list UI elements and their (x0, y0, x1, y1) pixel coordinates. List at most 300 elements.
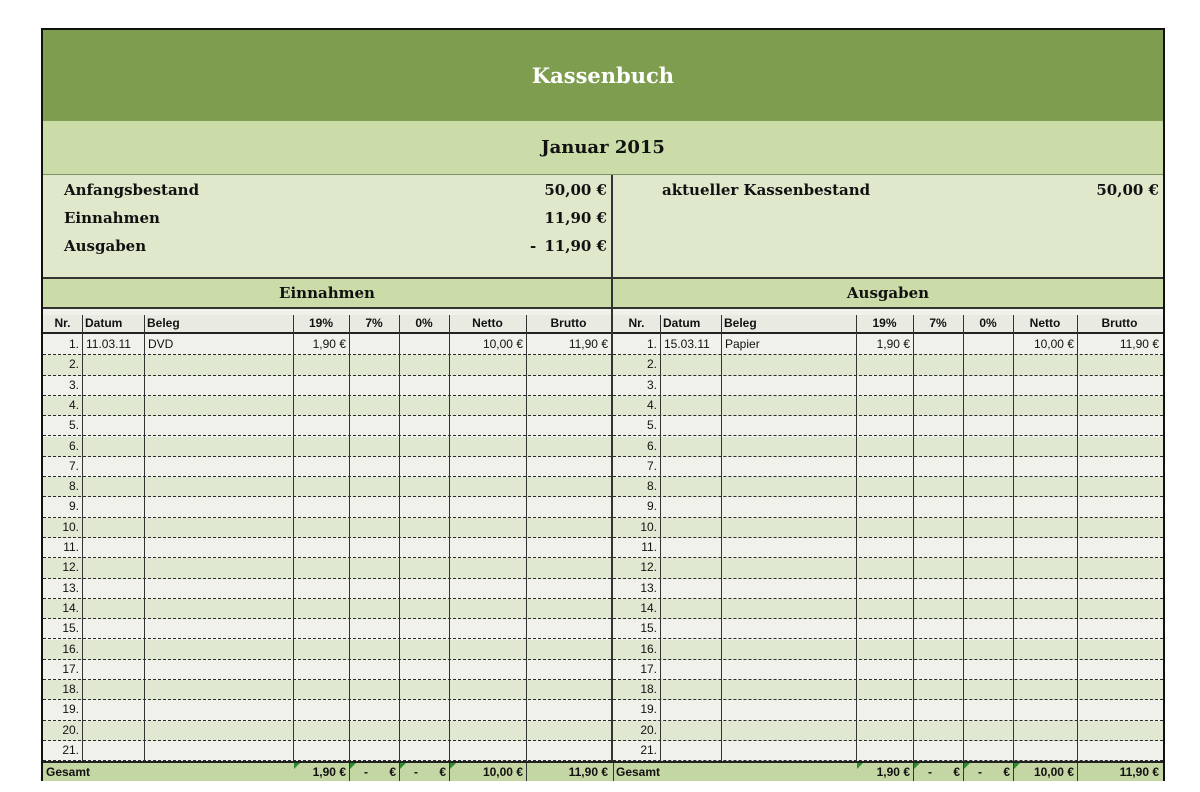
ausgaben-cell-mwst7[interactable] (913, 700, 963, 719)
ausgaben-cell-netto[interactable] (1013, 700, 1077, 719)
einnahmen-cell-datum[interactable] (82, 741, 144, 760)
ausgaben-cell-datum[interactable] (660, 579, 721, 598)
ausgaben-cell-nr[interactable]: 21. (640, 743, 657, 757)
einnahmen-cell-netto[interactable] (449, 579, 526, 598)
einnahmen-cell-beleg[interactable] (144, 619, 293, 638)
ausgaben-cell-mwst7[interactable] (913, 396, 963, 415)
einnahmen-cell-nr[interactable]: 9. (68, 499, 79, 514)
ausgaben-table-row[interactable] (613, 518, 1163, 538)
einnahmen-cell-mwst19[interactable] (293, 558, 349, 577)
ausgaben-cell-beleg[interactable] (721, 355, 856, 374)
einnahmen-cell-mwst19[interactable] (293, 640, 349, 659)
einnahmen-cell-mwst0[interactable] (399, 376, 449, 395)
ausgaben-table-row[interactable] (613, 599, 1163, 619)
ausgaben-cell-nr[interactable]: 9. (646, 499, 657, 514)
einnahmen-cell-beleg[interactable] (144, 396, 293, 415)
ausgaben-cell-nr[interactable]: 19. (640, 702, 657, 717)
ausgaben-cell-datum[interactable] (660, 396, 721, 415)
einnahmen-cell-netto[interactable] (449, 660, 526, 679)
ausgaben-cell-mwst7[interactable] (913, 538, 963, 557)
ausgaben-cell-mwst19[interactable] (856, 579, 913, 598)
ausgaben-cell-mwst19[interactable] (856, 700, 913, 719)
ausgaben-cell-mwst7[interactable] (913, 416, 963, 435)
ausgaben-cell-mwst0[interactable] (963, 640, 1013, 659)
ausgaben-cell-beleg[interactable] (721, 558, 856, 577)
ausgaben-table-row[interactable] (613, 619, 1163, 639)
ausgaben-cell-nr[interactable]: 8. (646, 479, 657, 494)
ausgaben-cell-mwst0[interactable] (963, 700, 1013, 719)
ausgaben-cell-nr[interactable]: 1. (646, 337, 657, 351)
ausgaben-cell-brutto[interactable] (1077, 741, 1162, 760)
einnahmen-cell-mwst0[interactable] (399, 477, 449, 496)
ausgaben-cell-nr[interactable]: 20. (640, 722, 657, 737)
ausgaben-table-row[interactable] (613, 416, 1163, 436)
einnahmen-cell-mwst7[interactable] (349, 721, 399, 740)
einnahmen-cell-netto[interactable] (449, 416, 526, 435)
ausgaben-table-row[interactable] (613, 497, 1163, 517)
einnahmen-cell-nr[interactable]: 7. (68, 458, 79, 473)
einnahmen-cell-beleg[interactable] (144, 640, 293, 659)
einnahmen-cell-nr[interactable]: 3. (68, 377, 79, 392)
einnahmen-cell-datum[interactable] (82, 660, 144, 679)
einnahmen-cell-datum[interactable] (82, 558, 144, 577)
einnahmen-cell-mwst7[interactable] (349, 518, 399, 537)
ausgaben-cell-nr[interactable]: 13. (640, 580, 657, 595)
ausgaben-cell-mwst7[interactable] (913, 497, 963, 516)
ausgaben-cell-beleg[interactable] (721, 416, 856, 435)
ausgaben-cell-beleg[interactable] (721, 477, 856, 496)
ausgaben-cell-mwst0[interactable] (963, 721, 1013, 740)
ausgaben-cell-mwst19[interactable] (856, 497, 913, 516)
einnahmen-cell-netto[interactable] (449, 355, 526, 374)
ausgaben-cell-mwst0[interactable] (963, 457, 1013, 476)
ausgaben-cell-datum[interactable] (660, 538, 721, 557)
ausgaben-cell-brutto[interactable] (1077, 538, 1162, 557)
einnahmen-cell-beleg[interactable] (144, 558, 293, 577)
ausgaben-table-row[interactable] (613, 457, 1163, 477)
einnahmen-cell-brutto[interactable] (526, 497, 611, 516)
ausgaben-cell-netto[interactable] (1013, 579, 1077, 598)
einnahmen-cell-mwst7[interactable] (349, 416, 399, 435)
ausgaben-cell-netto[interactable] (1013, 416, 1077, 435)
ausgaben-cell-mwst7[interactable] (913, 437, 963, 456)
ausgaben-cell-brutto[interactable] (1077, 619, 1162, 638)
ausgaben-table-row[interactable] (613, 437, 1163, 457)
einnahmen-cell-mwst19[interactable] (293, 619, 349, 638)
einnahmen-cell-beleg[interactable] (144, 477, 293, 496)
einnahmen-cell-mwst0[interactable] (399, 355, 449, 374)
einnahmen-cell-mwst0[interactable] (399, 599, 449, 618)
ausgaben-cell-mwst0[interactable] (963, 558, 1013, 577)
einnahmen-cell-datum[interactable] (82, 376, 144, 395)
ausgaben-table-row[interactable] (613, 640, 1163, 660)
einnahmen-cell-netto[interactable] (449, 721, 526, 740)
ausgaben-cell-beleg[interactable] (721, 680, 856, 699)
einnahmen-cell-mwst0[interactable] (399, 680, 449, 699)
ausgaben-cell-datum[interactable] (660, 518, 721, 537)
ausgaben-cell-nr[interactable]: 6. (646, 438, 657, 453)
ausgaben-cell-beleg[interactable] (721, 497, 856, 516)
ausgaben-table-row[interactable] (613, 579, 1163, 599)
ausgaben-table-row[interactable] (613, 558, 1163, 578)
ausgaben-cell-mwst0[interactable] (963, 437, 1013, 456)
einnahmen-cell-mwst0[interactable] (399, 660, 449, 679)
einnahmen-cell-mwst19[interactable] (293, 518, 349, 537)
ausgaben-cell-mwst19[interactable] (856, 680, 913, 699)
einnahmen-cell-brutto[interactable] (526, 437, 611, 456)
ausgaben-cell-mwst19[interactable]: 1,90 € (876, 337, 910, 351)
ausgaben-cell-brutto[interactable] (1077, 640, 1162, 659)
einnahmen-cell-beleg[interactable] (144, 700, 293, 719)
ausgaben-cell-netto[interactable] (1013, 599, 1077, 618)
ausgaben-cell-mwst7[interactable] (913, 355, 963, 374)
einnahmen-cell-nr[interactable]: 5. (68, 418, 79, 433)
ausgaben-cell-datum[interactable] (660, 558, 721, 577)
einnahmen-cell-brutto[interactable] (526, 558, 611, 577)
ausgaben-cell-datum[interactable]: 15.03.11 (664, 337, 710, 351)
ausgaben-cell-brutto[interactable] (1077, 518, 1162, 537)
ausgaben-cell-nr[interactable]: 3. (646, 377, 657, 392)
ausgaben-cell-netto[interactable] (1013, 497, 1077, 516)
einnahmen-cell-datum[interactable] (82, 416, 144, 435)
ausgaben-cell-beleg[interactable] (721, 579, 856, 598)
einnahmen-cell-mwst7[interactable] (349, 579, 399, 598)
ausgaben-cell-brutto[interactable] (1077, 579, 1162, 598)
einnahmen-cell-netto[interactable] (449, 437, 526, 456)
einnahmen-cell-netto[interactable] (449, 477, 526, 496)
einnahmen-cell-netto[interactable]: 10,00 € (482, 337, 523, 351)
ausgaben-cell-nr[interactable]: 4. (646, 397, 657, 412)
ausgaben-table-row[interactable] (613, 660, 1163, 680)
einnahmen-cell-beleg[interactable] (144, 437, 293, 456)
ausgaben-cell-mwst19[interactable] (856, 477, 913, 496)
ausgaben-cell-netto[interactable] (1013, 619, 1077, 638)
ausgaben-cell-mwst7[interactable] (913, 599, 963, 618)
ausgaben-cell-mwst19[interactable] (856, 518, 913, 537)
einnahmen-cell-brutto[interactable] (526, 518, 611, 537)
einnahmen-cell-mwst0[interactable] (399, 416, 449, 435)
ausgaben-cell-nr[interactable]: 17. (640, 661, 657, 676)
einnahmen-cell-mwst7[interactable] (349, 396, 399, 415)
ausgaben-cell-netto[interactable] (1013, 721, 1077, 740)
einnahmen-cell-mwst7[interactable] (349, 680, 399, 699)
einnahmen-cell-mwst19[interactable] (293, 538, 349, 557)
ausgaben-cell-beleg[interactable] (721, 538, 856, 557)
einnahmen-cell-beleg[interactable] (144, 538, 293, 557)
ausgaben-cell-beleg[interactable] (721, 457, 856, 476)
ausgaben-cell-mwst7[interactable] (913, 660, 963, 679)
ausgaben-table-row[interactable] (613, 741, 1163, 761)
ausgaben-cell-mwst7[interactable] (913, 721, 963, 740)
ausgaben-cell-mwst19[interactable] (856, 396, 913, 415)
einnahmen-cell-netto[interactable] (449, 538, 526, 557)
ausgaben-cell-nr[interactable]: 18. (640, 682, 657, 697)
ausgaben-cell-nr[interactable]: 7. (646, 458, 657, 473)
einnahmen-cell-mwst7[interactable] (349, 538, 399, 557)
ausgaben-cell-beleg[interactable] (721, 640, 856, 659)
einnahmen-cell-datum[interactable] (82, 497, 144, 516)
einnahmen-cell-mwst0[interactable] (399, 518, 449, 537)
ausgaben-cell-datum[interactable] (660, 721, 721, 740)
einnahmen-cell-beleg[interactable] (144, 497, 293, 516)
einnahmen-cell-mwst19[interactable] (293, 721, 349, 740)
einnahmen-cell-mwst7[interactable] (349, 741, 399, 760)
einnahmen-cell-datum[interactable] (82, 518, 144, 537)
ausgaben-cell-mwst19[interactable] (856, 619, 913, 638)
einnahmen-cell-mwst0[interactable] (399, 437, 449, 456)
ausgaben-cell-brutto[interactable] (1077, 599, 1162, 618)
ausgaben-cell-beleg[interactable]: Papier (725, 337, 760, 351)
ausgaben-cell-netto[interactable] (1013, 518, 1077, 537)
einnahmen-cell-mwst0[interactable] (399, 497, 449, 516)
ausgaben-table-row[interactable] (613, 700, 1163, 720)
einnahmen-cell-beleg[interactable]: DVD (148, 337, 174, 351)
ausgaben-cell-netto[interactable] (1013, 457, 1077, 476)
einnahmen-cell-nr[interactable]: 11. (63, 540, 79, 554)
ausgaben-cell-datum[interactable] (660, 619, 721, 638)
ausgaben-cell-netto[interactable] (1013, 376, 1077, 395)
ausgaben-cell-brutto[interactable] (1077, 721, 1162, 740)
ausgaben-cell-brutto[interactable] (1077, 700, 1162, 719)
ausgaben-cell-datum[interactable] (660, 741, 721, 760)
ausgaben-cell-mwst0[interactable] (963, 660, 1013, 679)
einnahmen-cell-mwst19[interactable] (293, 437, 349, 456)
einnahmen-cell-mwst7[interactable] (349, 640, 399, 659)
ausgaben-cell-datum[interactable] (660, 376, 721, 395)
einnahmen-cell-datum[interactable]: 11.03.11 (86, 337, 131, 351)
ausgaben-cell-brutto[interactable] (1077, 437, 1162, 456)
ausgaben-table-row[interactable] (613, 538, 1163, 558)
einnahmen-cell-brutto[interactable] (526, 599, 611, 618)
ausgaben-cell-nr[interactable]: 16. (640, 641, 657, 656)
ausgaben-table-row[interactable] (613, 355, 1163, 375)
einnahmen-cell-mwst0[interactable] (399, 579, 449, 598)
ausgaben-cell-beleg[interactable] (721, 700, 856, 719)
ausgaben-cell-netto[interactable] (1013, 437, 1077, 456)
ausgaben-cell-beleg[interactable] (721, 437, 856, 456)
einnahmen-cell-mwst7[interactable] (349, 599, 399, 618)
ausgaben-cell-mwst19[interactable] (856, 416, 913, 435)
einnahmen-cell-brutto[interactable] (526, 396, 611, 415)
einnahmen-cell-brutto[interactable] (526, 538, 611, 557)
einnahmen-cell-mwst7[interactable] (349, 558, 399, 577)
einnahmen-cell-mwst0[interactable] (399, 700, 449, 719)
einnahmen-cell-brutto[interactable] (526, 457, 611, 476)
einnahmen-cell-mwst7[interactable] (349, 497, 399, 516)
einnahmen-cell-datum[interactable] (82, 579, 144, 598)
einnahmen-cell-mwst19[interactable] (293, 579, 349, 598)
ausgaben-cell-nr[interactable]: 15. (640, 621, 657, 636)
ausgaben-cell-mwst7[interactable] (913, 579, 963, 598)
einnahmen-cell-beleg[interactable] (144, 680, 293, 699)
ausgaben-cell-mwst19[interactable] (856, 660, 913, 679)
einnahmen-cell-mwst19[interactable] (293, 599, 349, 618)
einnahmen-cell-netto[interactable] (449, 700, 526, 719)
einnahmen-cell-nr[interactable]: 12. (62, 560, 79, 575)
ausgaben-cell-mwst0[interactable] (963, 416, 1013, 435)
ausgaben-cell-mwst19[interactable] (856, 538, 913, 557)
ausgaben-cell-beleg[interactable] (721, 721, 856, 740)
einnahmen-cell-datum[interactable] (82, 457, 144, 476)
ausgaben-cell-nr[interactable]: 10. (640, 519, 657, 534)
einnahmen-cell-netto[interactable] (449, 640, 526, 659)
einnahmen-cell-beleg[interactable] (144, 518, 293, 537)
einnahmen-cell-nr[interactable]: 6. (68, 438, 79, 453)
ausgaben-cell-nr[interactable]: 5. (646, 418, 657, 433)
einnahmen-cell-brutto[interactable] (526, 741, 611, 760)
ausgaben-cell-mwst0[interactable] (963, 335, 1013, 354)
einnahmen-cell-beleg[interactable] (144, 741, 293, 760)
einnahmen-cell-beleg[interactable] (144, 660, 293, 679)
einnahmen-cell-netto[interactable] (449, 396, 526, 415)
ausgaben-table-row[interactable] (613, 396, 1163, 416)
einnahmen-cell-beleg[interactable] (144, 457, 293, 476)
ausgaben-cell-beleg[interactable] (721, 599, 856, 618)
ausgaben-cell-brutto[interactable]: 11,90 € (1119, 337, 1159, 351)
ausgaben-cell-mwst0[interactable] (963, 497, 1013, 516)
ausgaben-cell-mwst19[interactable] (856, 376, 913, 395)
ausgaben-cell-nr[interactable]: 11. (641, 540, 657, 554)
einnahmen-cell-nr[interactable]: 15. (62, 621, 79, 636)
einnahmen-cell-nr[interactable]: 14. (62, 600, 79, 615)
einnahmen-cell-nr[interactable]: 4. (68, 397, 79, 412)
ausgaben-cell-beleg[interactable] (721, 396, 856, 415)
einnahmen-cell-mwst19[interactable] (293, 355, 349, 374)
ausgaben-cell-datum[interactable] (660, 457, 721, 476)
ausgaben-cell-mwst7[interactable] (913, 741, 963, 760)
einnahmen-cell-netto[interactable] (449, 518, 526, 537)
ausgaben-table-row[interactable] (613, 477, 1163, 497)
ausgaben-cell-beleg[interactable] (721, 619, 856, 638)
einnahmen-cell-mwst19[interactable] (293, 416, 349, 435)
ausgaben-cell-brutto[interactable] (1077, 355, 1162, 374)
ausgaben-cell-mwst0[interactable] (963, 396, 1013, 415)
einnahmen-cell-mwst19[interactable]: 1,90 € (312, 337, 346, 351)
ausgaben-cell-brutto[interactable] (1077, 457, 1162, 476)
ausgaben-cell-mwst19[interactable] (856, 457, 913, 476)
ausgaben-cell-nr[interactable]: 2. (646, 357, 657, 372)
ausgaben-cell-mwst0[interactable] (963, 538, 1013, 557)
ausgaben-table-row[interactable] (613, 376, 1163, 396)
ausgaben-cell-datum[interactable] (660, 497, 721, 516)
einnahmen-cell-beleg[interactable] (144, 355, 293, 374)
einnahmen-cell-beleg[interactable] (144, 599, 293, 618)
ausgaben-cell-netto[interactable] (1013, 558, 1077, 577)
ausgaben-cell-mwst7[interactable] (913, 477, 963, 496)
ausgaben-cell-netto[interactable]: 10,00 € (1033, 337, 1074, 351)
einnahmen-cell-brutto[interactable] (526, 660, 611, 679)
ausgaben-cell-mwst7[interactable] (913, 376, 963, 395)
ausgaben-cell-mwst19[interactable] (856, 721, 913, 740)
einnahmen-cell-mwst7[interactable] (349, 355, 399, 374)
ausgaben-cell-datum[interactable] (660, 437, 721, 456)
ausgaben-cell-beleg[interactable] (721, 741, 856, 760)
ausgaben-cell-mwst19[interactable] (856, 558, 913, 577)
einnahmen-cell-mwst19[interactable] (293, 741, 349, 760)
ausgaben-cell-datum[interactable] (660, 660, 721, 679)
einnahmen-cell-mwst7[interactable] (349, 376, 399, 395)
einnahmen-cell-mwst0[interactable] (399, 721, 449, 740)
einnahmen-cell-mwst7[interactable] (349, 437, 399, 456)
ausgaben-cell-mwst19[interactable] (856, 355, 913, 374)
einnahmen-cell-brutto[interactable] (526, 477, 611, 496)
ausgaben-cell-nr[interactable]: 12. (640, 560, 657, 575)
einnahmen-cell-mwst0[interactable] (399, 396, 449, 415)
einnahmen-cell-mwst19[interactable] (293, 457, 349, 476)
ausgaben-cell-netto[interactable] (1013, 741, 1077, 760)
ausgaben-cell-brutto[interactable] (1077, 680, 1162, 699)
ausgaben-cell-beleg[interactable] (721, 376, 856, 395)
einnahmen-cell-datum[interactable] (82, 437, 144, 456)
einnahmen-cell-mwst19[interactable] (293, 376, 349, 395)
ausgaben-cell-brutto[interactable] (1077, 477, 1162, 496)
ausgaben-cell-mwst0[interactable] (963, 518, 1013, 537)
einnahmen-cell-brutto[interactable] (526, 355, 611, 374)
einnahmen-cell-mwst0[interactable] (399, 538, 449, 557)
einnahmen-cell-nr[interactable]: 20. (62, 722, 79, 737)
einnahmen-cell-mwst7[interactable] (349, 700, 399, 719)
ausgaben-cell-mwst7[interactable] (913, 335, 963, 354)
ausgaben-cell-mwst19[interactable] (856, 640, 913, 659)
ausgaben-cell-brutto[interactable] (1077, 396, 1162, 415)
ausgaben-cell-mwst0[interactable] (963, 477, 1013, 496)
einnahmen-cell-beleg[interactable] (144, 579, 293, 598)
einnahmen-cell-nr[interactable]: 13. (62, 580, 79, 595)
einnahmen-cell-nr[interactable]: 21. (62, 743, 79, 757)
einnahmen-cell-mwst19[interactable] (293, 497, 349, 516)
einnahmen-cell-mwst7[interactable] (349, 457, 399, 476)
einnahmen-cell-mwst7[interactable] (349, 477, 399, 496)
einnahmen-cell-brutto[interactable] (526, 619, 611, 638)
ausgaben-cell-beleg[interactable] (721, 518, 856, 537)
einnahmen-cell-mwst0[interactable] (399, 741, 449, 760)
einnahmen-cell-nr[interactable]: 1. (68, 337, 79, 351)
einnahmen-cell-mwst0[interactable] (399, 619, 449, 638)
ausgaben-cell-mwst0[interactable] (963, 355, 1013, 374)
ausgaben-cell-netto[interactable] (1013, 538, 1077, 557)
einnahmen-cell-mwst0[interactable] (399, 558, 449, 577)
einnahmen-cell-netto[interactable] (449, 497, 526, 516)
einnahmen-cell-mwst0[interactable] (399, 335, 449, 354)
ausgaben-table-row[interactable] (613, 335, 1163, 355)
einnahmen-cell-mwst19[interactable] (293, 396, 349, 415)
einnahmen-cell-mwst7[interactable] (349, 660, 399, 679)
einnahmen-cell-mwst19[interactable] (293, 660, 349, 679)
einnahmen-cell-brutto[interactable] (526, 680, 611, 699)
ausgaben-cell-mwst19[interactable] (856, 437, 913, 456)
ausgaben-cell-datum[interactable] (660, 640, 721, 659)
ausgaben-cell-netto[interactable] (1013, 355, 1077, 374)
einnahmen-cell-brutto[interactable] (526, 416, 611, 435)
ausgaben-cell-datum[interactable] (660, 700, 721, 719)
einnahmen-cell-datum[interactable] (82, 619, 144, 638)
ausgaben-cell-mwst0[interactable] (963, 579, 1013, 598)
einnahmen-cell-datum[interactable] (82, 396, 144, 415)
ausgaben-cell-mwst0[interactable] (963, 680, 1013, 699)
einnahmen-cell-beleg[interactable] (144, 376, 293, 395)
ausgaben-cell-mwst7[interactable] (913, 457, 963, 476)
ausgaben-table-row[interactable] (613, 680, 1163, 700)
ausgaben-cell-netto[interactable] (1013, 680, 1077, 699)
einnahmen-cell-mwst7[interactable] (349, 619, 399, 638)
ausgaben-cell-mwst7[interactable] (913, 640, 963, 659)
ausgaben-cell-mwst0[interactable] (963, 599, 1013, 618)
einnahmen-cell-nr[interactable]: 18. (62, 682, 79, 697)
ausgaben-cell-brutto[interactable] (1077, 416, 1162, 435)
einnahmen-cell-mwst0[interactable] (399, 640, 449, 659)
einnahmen-cell-datum[interactable] (82, 477, 144, 496)
einnahmen-cell-brutto[interactable] (526, 376, 611, 395)
